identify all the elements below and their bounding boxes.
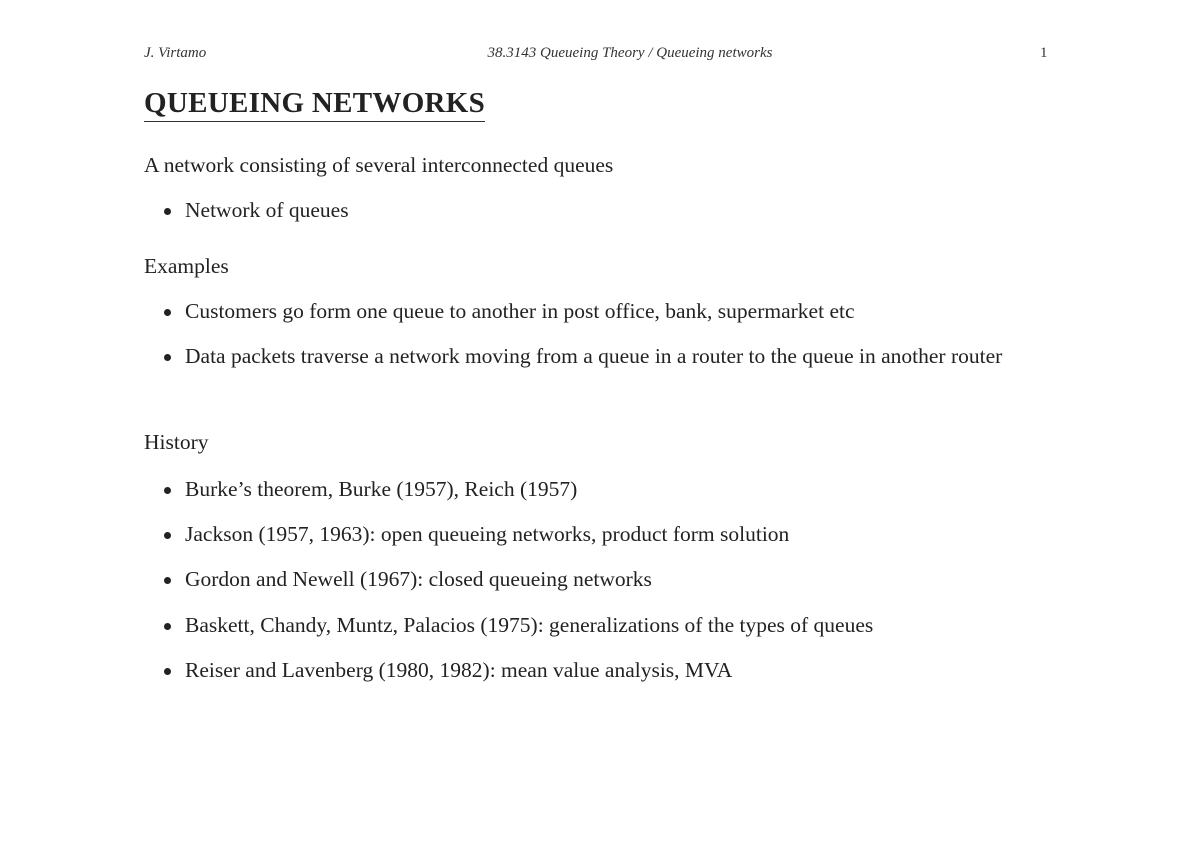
history-heading: History (144, 430, 209, 454)
bullet-icon (164, 532, 171, 539)
bullet-icon (164, 487, 171, 494)
list-item: Reiser and Lavenberg (1980, 1982): mean value analysis, MVA (164, 655, 1064, 686)
list-item: Network of queues (164, 195, 1064, 226)
page-title: QUEUEING NETWORKS (144, 86, 485, 122)
bullet-icon (164, 577, 171, 584)
examples-heading: Examples (144, 254, 229, 278)
header-course: 38.3143 Queueing Theory / Queueing networks (487, 45, 773, 61)
list-item: Customers go form one queue to another in post office, bank, supermarket etc (164, 296, 1064, 327)
list-item: Burke’s theorem, Burke (1957), Reich (1957) (164, 474, 1064, 505)
intro-text: A network consisting of several interconnected queues (144, 153, 614, 177)
bullet-icon (164, 623, 171, 630)
bullet-icon (164, 208, 171, 215)
list-item: Gordon and Newell (1967): closed queueing networks (164, 564, 1064, 595)
bullet-icon (164, 354, 171, 361)
bullet-icon (164, 309, 171, 316)
list-item: Data packets traverse a network moving from a queue in a router to the queue in another router (164, 341, 1054, 372)
page-number: 1 (1040, 45, 1048, 61)
list-item: Jackson (1957, 1963): open queueing networks, product form solution (164, 519, 1064, 550)
bullet-icon (164, 668, 171, 675)
list-item: Baskett, Chandy, Muntz, Palacios (1975): generalizations of the types of queues (164, 610, 1064, 641)
header-author: J. Virtamo (144, 45, 207, 61)
